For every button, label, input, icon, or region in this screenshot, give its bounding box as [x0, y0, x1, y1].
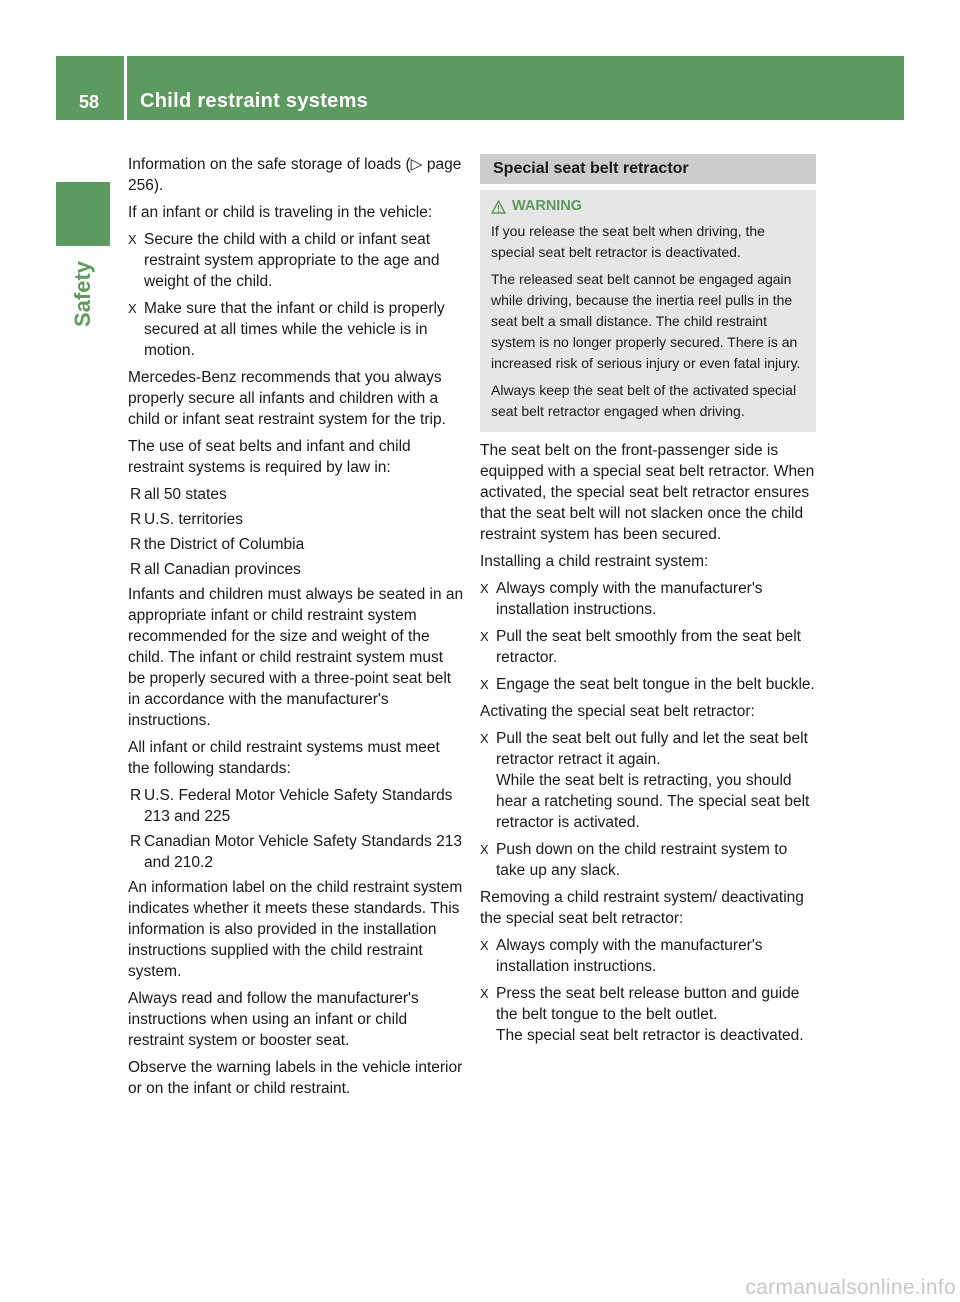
step-marker-icon: X	[480, 731, 489, 746]
paragraph: Infants and children must always be seated in an appropriate infant or child restraint system recommended for the size and weight of the child. The infant or child restraint system must be properly secured with a three-point seat belt in accordance with the manufacturer's instructions.	[128, 586, 464, 729]
step-marker-icon: X	[480, 629, 489, 644]
list-item: R Canadian Motor Vehicle Safety Standards 213 and 210.2	[130, 833, 462, 871]
instruction-step: X Engage the seat belt tongue in the belt buckle.	[480, 676, 815, 693]
instruction-step: X Always comply with the manufacturer's installation instructions.	[480, 580, 763, 618]
step-result: While the seat belt is retracting, you should hear a ratcheting sound. The special seat belt retractor is activated.	[496, 772, 810, 831]
page-header	[56, 56, 904, 120]
bullet-icon: R	[130, 536, 142, 553]
paragraph: Activating the special seat belt retractor:	[480, 703, 755, 720]
warning-paragraph: The released seat belt cannot be engaged again while driving, because the inertia reel pulls in the seat belt a small distance. The child restraint system is no longer properly secured. There is an increased risk of serious injury or even fatal injury.	[491, 271, 801, 371]
page-title: Child restraint systems	[140, 90, 369, 112]
list-item: R the District of Columbia	[130, 536, 305, 553]
paragraph: Observe the warning labels in the vehicle interior or on the infant or child restraint.	[128, 1059, 463, 1097]
bullet-icon: R	[130, 511, 142, 528]
step-marker-icon: X	[480, 581, 489, 596]
step-marker-icon: X	[128, 301, 137, 316]
paragraph: An information label on the child restraint system indicates whether it meets these standards. This information is also provided in the installation instructions supplied with the child restraint system.	[128, 879, 463, 980]
paragraph: The seat belt on the front-passenger side is equipped with a special seat belt retractor. When activated, the special seat belt retractor ensures that the seat belt will not slacken once the child restraint system has been secured.	[480, 442, 815, 543]
step-marker-icon: X	[480, 842, 489, 857]
paragraph: Information on the safe storage of loads (▷ page 256).	[128, 156, 462, 194]
header-divider	[124, 56, 127, 120]
instruction-step: X Pull the seat belt smoothly from the seat belt retractor.	[480, 628, 801, 666]
warning-title: WARNING	[491, 196, 806, 217]
paragraph: Installing a child restraint system:	[480, 553, 709, 570]
section-tab	[56, 252, 110, 336]
bullet-icon: R	[130, 787, 142, 804]
instruction-step: X Push down on the child restraint system to take up any slack.	[480, 841, 788, 879]
paragraph: Always read and follow the manufacturer's instructions when using an infant or child restraint system or booster seat.	[128, 990, 419, 1049]
warning-paragraph: Always keep the seat belt of the activated special seat belt retractor engaged when driving.	[491, 382, 797, 419]
list-item: R U.S. Federal Motor Vehicle Safety Standards 213 and 225	[130, 787, 453, 825]
paragraph: Removing a child restraint system/ deactivating the special seat belt retractor:	[480, 889, 804, 927]
warning-triangle-icon	[491, 200, 506, 214]
instruction-step: X Make sure that the infant or child is properly secured at all times while the vehicle is in motion.	[128, 300, 445, 359]
step-marker-icon: X	[480, 938, 489, 953]
step-marker-icon: X	[480, 986, 489, 1001]
bullet-icon: R	[130, 486, 142, 503]
page-number: 58	[78, 92, 100, 112]
instruction-step: X Secure the child with a child or infant seat restraint system appropriate to the age and weight of the child.	[128, 231, 440, 290]
bullet-icon: R	[130, 833, 142, 850]
step-marker-icon: X	[480, 677, 489, 692]
left-column	[128, 154, 464, 1105]
section-heading: Special seat belt retractor	[480, 154, 816, 184]
bullet-icon: R	[130, 561, 142, 578]
instruction-step: X Press the seat belt release button and guide the belt tongue to the belt outlet. The special seat belt retractor is deactivated.	[480, 985, 804, 1044]
paragraph: Mercedes-Benz recommends that you always properly secure all infants and children with a child or infant seat restraint system for the trip.	[128, 369, 446, 428]
step-marker-icon: X	[128, 232, 137, 247]
section-tab-label: Safety	[70, 260, 95, 328]
watermark: carmanualsonline.info	[745, 1276, 956, 1299]
paragraph: All infant or child restraint systems must meet the following standards:	[128, 739, 440, 777]
instruction-step: X Pull the seat belt out fully and let the seat belt retractor retract it again. While the seat belt is retracting, you should hear a ratcheting sound. The special seat belt retractor is activated.	[480, 730, 810, 831]
page-reference-icon: ▷	[410, 156, 423, 173]
paragraph: If an infant or child is traveling in the vehicle:	[128, 204, 433, 221]
paragraph: The use of seat belts and infant and child restraint systems is required by law in:	[128, 438, 411, 476]
warning-box	[480, 190, 816, 432]
list-item: R all 50 states	[130, 486, 227, 503]
warning-paragraph: If you release the seat belt when driving, the special seat belt retractor is deactivated.	[491, 223, 765, 260]
step-result: The special seat belt retractor is deactivated.	[496, 1027, 804, 1044]
instruction-step: X Always comply with the manufacturer's installation instructions.	[480, 937, 763, 975]
right-column	[480, 154, 816, 1052]
list-item: R all Canadian provinces	[130, 561, 301, 578]
list-item: R U.S. territories	[130, 511, 244, 528]
section-tab-block	[56, 182, 110, 246]
